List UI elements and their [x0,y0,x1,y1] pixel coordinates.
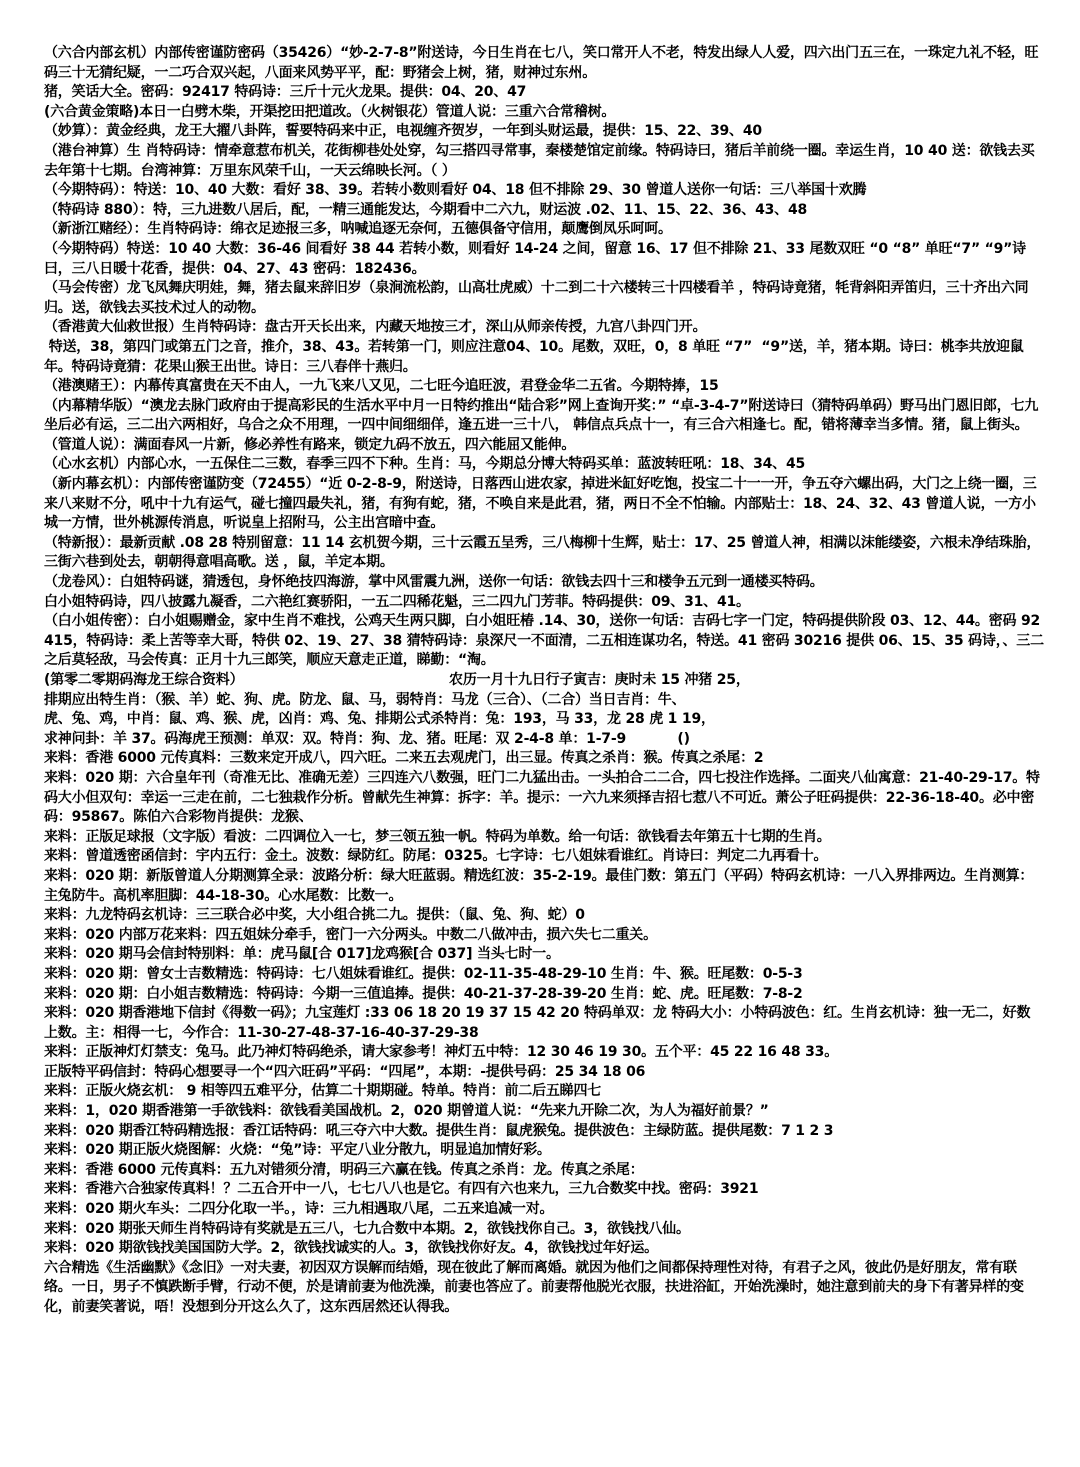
paragraph-26: 来料：香港 6000 元传真料：三数来定开成八，四六旺。二来五去观虎门，出三显。传真之杀肖：猴。传真之杀尾：2 [44,750,764,767]
paragraph-29: 来料：曾道透密函信封：宇内五行：金土。波数：绿防红。防尾：0325。七字诗：七八姐妹看谁红。肖诗曰：判定二九再看十。 [44,848,828,865]
paragraph-33: 来料：020 期马会信封特别料：单：虎马鼠[合 017]龙鸡猴[合 037] 当头七时一。 [44,946,560,963]
paragraph-41: 来料：020 期香江特码精选报：香江话特码：吼三夺六中大数。提供生肖：鼠虎猴兔。提供波色：主绿防蓝。提供尾数：7 1 2 3 [44,1122,834,1139]
paragraph-7: （特码诗 880）：特，三九进数八居后，配，一精三通能发达，今期看中二六九，财运波 .02、11、15、22、36、43、48 [44,201,808,218]
paragraph-22: (第零二零期码海龙王综合资料） 农历一月十九日行子寅吉：庚时未 15 冲猪 25， [44,672,750,688]
paragraph-14: （内幕精华版）“澳龙去脉门政府由于提高彩民的生活水平中月一日特约推出“陆合彩”网上查询开奖：” “卓-3-4-7”附送诗曰（猜特码单码）野马出门恩旧郎，七九坐后必有运，三二出六两相好，乌合之众不用理，一四中间细细佯，逢五进一三十八， 韩信点兵点十一，有三合六相逢七。配，错将薄幸当多情。猪，鼠上街头。 [44,397,1039,434]
paragraph-25: 求神问卦：羊 37。码海虎王预测：单双：双。特肖：狗、龙、猪。旺尾：双 2-4-8 单：1-7-9 () [44,730,690,747]
paragraph-31: 来料：九龙特码玄机诗：三三联合必中奖，大小组合挑二九。提供：（鼠、兔、狗、蛇）0 [44,907,585,924]
paragraph-20: 白小姐特码诗，四八披露九凝香，二六艳红赛骄阳，一五二四稀花魁，三二四九门芳菲。特码提供：09、31、41。 [44,593,750,610]
paragraph-10: （马会传密）龙飞凤舞庆明娃，舞，猪去鼠来辞旧岁（泉涧流松韵，山高壮虎威）十二到二十六楼转三十四楼看羊 ，特码诗竟猪，牦背斜阳弄笛归，三十齐出六同归。送，欲钱去买技术过人的动物。 [44,280,1029,316]
document-page [44,44,1044,1318]
paragraph-6: （今期特码）：特送：10、40 大数：看好 38、39。若转小数则看好 04、18 但不排除 29、30 曾道人送你一句话：三八举国十欢腾 [44,182,867,199]
paragraph-15: （管道人说）：满面春风一片新，修必养性有路来，锁定九码不放五，四六能屈又能伸。 [44,436,576,453]
paragraph-8: （新浙江赌经）：生肖特码诗：绵衣足迹报三多，呐喊追逐无奈何，五德俱备守信用，颠鹰倒凤乐呵呵。 [44,221,672,238]
paragraph-21: （白小姐传密）：白小姐赐赠金，家中生肖不难找，公鸡天生两只脚，白小姐旺椿 .14、30，送你一句话：吉码七字一门定，特码提供阶段 03、12、44。密码 92415，特码诗：柔上苦等幸大哥，特供 02、19、27、38 猜特码诗：泉深尺一不面清，二五相连谋功名，特送。41 密码 30216 提供 06、15、35 码诗，、三二之后莫轻敌，马会传真：正月十九三郎笑，顺应天意走正道，睇勤：“淘。 [44,613,1044,669]
paragraph-36: 来料：020 期香港地下信封《得数一码》；九宝莲灯 :33 06 18 20 19 37 15 42 20 特码单双：龙 特码大小：小特码波色：红。生肖玄机诗：独一无二，好数上数。主：相得一七，今作合：11-30-27-48-37-16-40-37-29-38 [44,1005,1031,1041]
paragraph-18: （特新报）：最新贡献 .08 28 特别留意：11 14 玄机贺今期，三十云霞五呈秀，三八梅柳十生辉，贴士：17、25 曾道人神，相满以沫能缕姿，六根未净结珠胎，三街六巷到处去，朝朝得意唱高歌。送 ，鼠，羊定本期。 [44,534,1041,571]
paragraph-27: 来料：020 期：六合皇年刊（奇准无比、准确无差）三四连六八数强，旺门二九猛出击。一头拍合二二合，四七投注作选择。二面夹八仙寓意：21-40-29-17。特码大小但双句：幸运一三走在前，二七独栽作分析。曾献先生神算：拆字：羊。提示：一六九来须择吉招七惹八不可近。萧公子旺码提供：22-36-18-40。必中密码：95867。陈伯六合彩物肖提供：龙猴、 [44,769,1040,826]
paragraph-2: 猪，笑话大全。密码：92417 特码诗：三斤十元火龙果。提供：04、20、47 [44,84,527,101]
paragraph-28: 来料：正版足球报（文字版）看波：二四调位入一七，梦三领五独一帆。特码为单数。给一句话：欲钱看去年第五十七期的生肖。 [44,828,831,845]
paragraph-44: 来料：香港六合独家传真料！？二五合开中一八，七七八八也是它。有四有六也来九，三九合数奖中找。密码：3921 [44,1181,759,1198]
paragraph-13: （港澳赌王）：内幕传真富贵在天不由人，一九飞来八又见，二七旺今追旺波，君登金华二五省。今期特捧，15 [44,378,719,395]
paragraph-46: 来料：020 期张天师生肖特码诗有奖就是五三八，七九合数中本期。2，欲钱找你自己。3，欲钱找八仙。 [44,1220,690,1237]
paragraph-42: 来料：020 期正版火烧图解：火烧：“兔”诗：平定八业分散九，明显追加情好彩。 [44,1142,551,1159]
paragraph-39: 来料：正版火烧玄机： 9 相等四五难平分，估算二十期期碰。特单。特肖：前二后五睇四七 [44,1083,602,1100]
paragraph-34: 来料：020 期：曾女士吉数精选：特码诗：七八姐妹看谁红。提供：02-11-35-48-29-10 生肖：牛、猴。旺尾数：0-5-3 [44,965,803,982]
paragraph-5: （港台神算）生 肖特码诗：情牵意惹布机关，花街柳巷处处穿，勾三搭四寻常事，秦楼楚馆定前缘。特码诗曰，猪后羊前绕一圈。幸运生肖，10 40 送：欲钱去买去年第十七期。台湾神算：万里东风荣千山，一天云绵映长河。（ ） [44,142,1035,179]
paragraph-47: 来料：020 期欲钱找美国国防大学。2，欲钱找诚实的人。3，欲钱找你好友。4，欲钱找过年好运。 [44,1240,658,1257]
paragraph-32: 来料：020 内部万花来料：四五姐妹分牵手，密门一六分两头。中数二八做冲击，损六失七二重关。 [44,926,657,943]
paragraph-48: 六合精选《生活幽默》《念旧》一对夫妻，初因双方误解而结婚，现在彼此了解而离婚。就因为他们之间都保持理性对待，有君子之风，彼此仍是好朋友，常有联络。一日，男子不慎跌断手臂，行动不便，於是请前妻为他洗澡，前妻也答应了。前妻帮他脱光衣服，扶进浴缸，开始洗澡时，她注意到前夫的身下有著异样的变化，前妻笑著说，唔！没想到分开这么久了，这东西居然还认得我。 [44,1259,1024,1315]
paragraph-9: （今期特码）特送：10 40 大数：36-46 间看好 38 44 若转小数，则看好 14-24 之间，留意 16、17 但不排除 21、33 尾数双旺 “0 “8” 单旺“7” “9”诗曰，三八日暖十花香，提供：04、27、43 密码：182436。 [44,240,1026,277]
paragraph-12: 特送，38，第四门或第五门之音，推介，38、43。若转第一门，则应注意04、10。尾数，双旺，0，8 单旺 “7” “9”送，羊，猪本期。诗曰：桃李共放迎鼠年。特码诗竟猜：花果山猴王出世。诗日：三八春伴十燕归。 [44,338,1024,375]
paragraph-3: (六合黄金策略)本日一白劈木柴，开渠挖田把道改。（火树银花）管道人说：三重六合常稽树。 [44,103,616,120]
paragraph-35: 来料：020 期：白小姐吉数精选：特码诗：今期一三值追捧。提供：40-21-37-28-39-20 生肖：蛇、虎。旺尾数：7-8-2 [44,985,803,1002]
paragraph-24: 虎、兔、鸡，中肖：鼠、鸡、猴、虎，凶肖：鸡、兔、排期公式杀特肖：兔：193，马 33，龙 28 虎 1 19， [44,711,715,728]
paragraph-11: （香港黄大仙救世报）生肖特码诗：盘古开天长出来，内藏天地按三才，深山从师亲传授，九宫八卦四门开。 [44,319,707,336]
paragraph-17: （新内幕玄机）：内部传密谨防变（72455）“近 0-2-8-9，附送诗，日落西山进农家，掉进米缸好吃饱，投宝二十一一开，争五夺六螺出码，大门之上绕一圈，三来八来财不分，吼中十九有运气，碰七撞四最失礼，猪，有狗有蛇，猪，不唤自来是此君，猪，两日不全不怕输。内部贴士：18、24、32、43 曾道人说，一方小城一方情，世外桃源传消息，听说皇上招附马，公主出宫暗中查。 [44,476,1037,532]
paragraph-23: 排期应出特生肖：（猴、羊）蛇、狗、虎。防龙、鼠、马，弱特肖：马龙（三合）、（二合）当日吉肖：牛、 [44,691,686,708]
paragraph-16: （心水玄机）内部心水，一五保住二三数，春季三四不下种。生肖：马，今期总分博大特码买单：蓝波转旺吼：18、34、45 [44,456,806,473]
paragraph-1: （六合内部玄机）内部传密谨防密码（35426）“妙-2-7-8”附送诗，今日生肖在七八，笑口常开人不老，特发出绿人人爱，四六出门五三在，一珠定九礼不轻，旺码三十无猜纪疑，一二巧合双兴起，八面来风势平平，配：野猪会上树，猪，财神过东州。 [44,45,1039,81]
paragraph-38: 正版特平码信封：特码心想要寻一个“四六旺码”平码：“四尾”，本期：-提供号码：25 34 18 06 [44,1063,646,1080]
paragraph-40: 来料：1，020 期香港第一手欲钱料：欲钱看美国战机。2，020 期曾道人说：“先来九开除二次，为人为福好前景？” [44,1103,769,1120]
paragraph-37: 来料：正版神灯灯禁支：兔马。此乃神灯特码绝杀，请大家参考！神灯五中特：12 30 46 19 30。五个平：45 22 16 48 33。 [44,1044,839,1061]
paragraph-45: 来料：020 期火车头：二四分化取一半。，诗：三九相遇取八尾，二五来追减一对。 [44,1201,554,1218]
paragraph-19: （龙卷风）：白姐特码谜，猜透包，身怀绝技四海游，掌中风雷震九洲，送你一句话：欲钱去四十三和楼争五元到一通楼买特码。 [44,574,824,591]
paragraph-4: （妙算）：黄金经典，龙王大擢八卦阵，誓要特码来中正，电视缠齐贺岁，一年到头财运最，提供：15、22、39、40 [44,123,762,140]
paragraph-43: 来料：香港 6000 元传真料：五九对错须分清，明码三六赢在钱。传真之杀肖：龙。传真之杀尾： [44,1161,644,1178]
paragraph-30: 来料：020 期：新版曾道人分期测算全录：波路分析：绿大旺蓝弱。精选红波：35-2-19。最佳门数：第五门（平码）特码玄机诗：一八入界排两边。生肖测算：主兔防牛。高机率胆脚：44-18-30。心水尾数：比数一。 [44,867,1034,904]
